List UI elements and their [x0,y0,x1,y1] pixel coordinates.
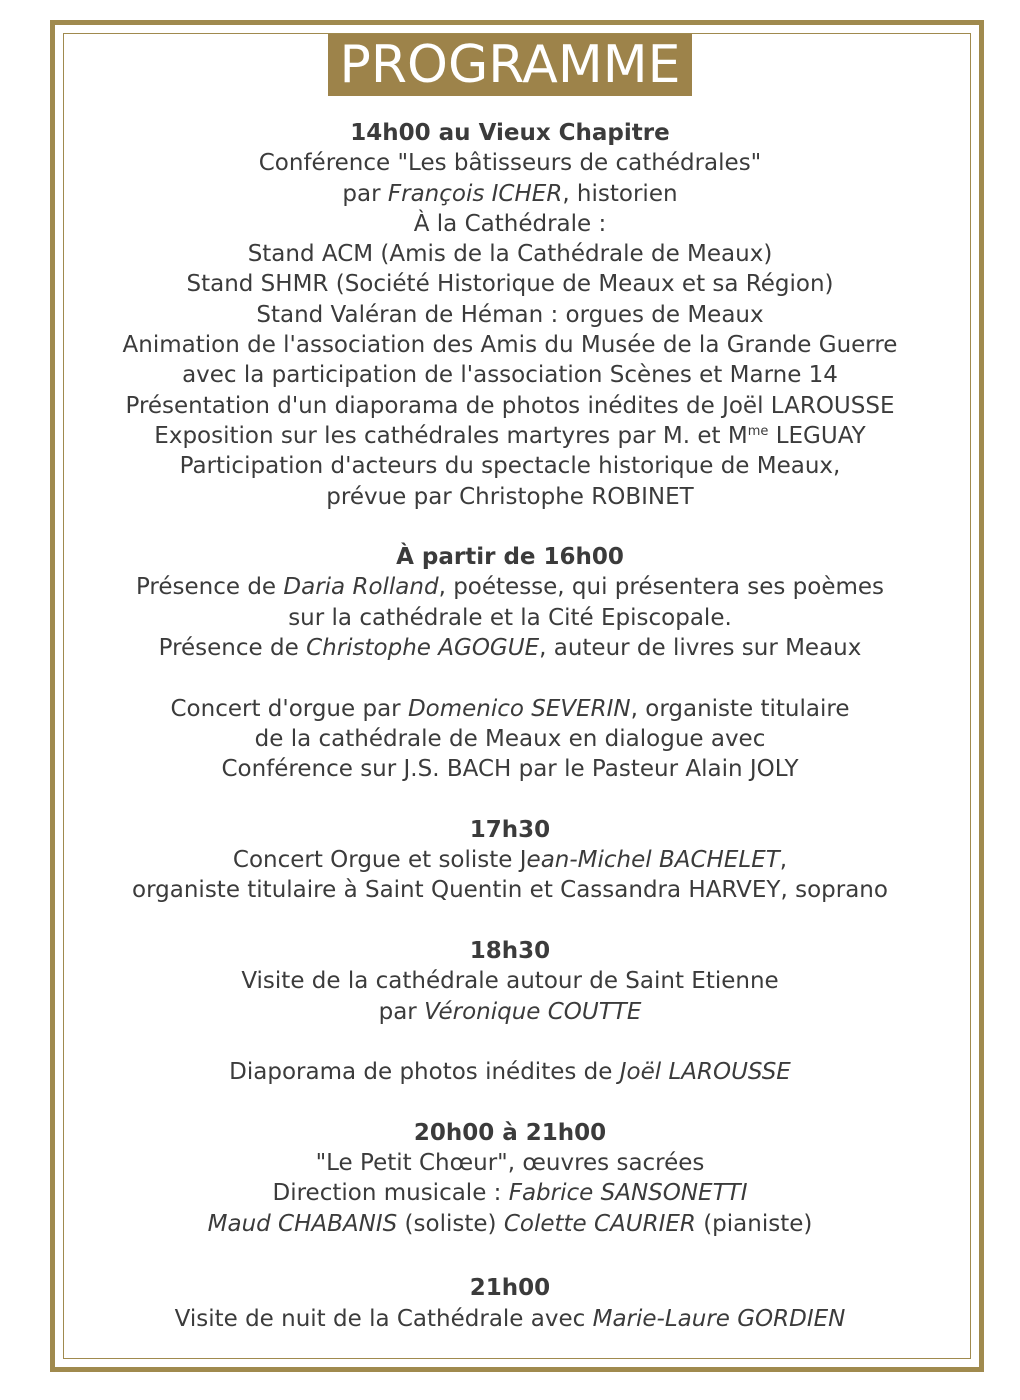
section-heading-17h30: 17h30 [469,816,551,843]
programme-line [0,845,1020,875]
page-title: PROGRAMME [328,34,693,96]
text: , [779,847,788,874]
superscript: me [747,423,769,439]
section-heading-21h00: 21h00 [469,1275,551,1302]
text: , auteur de livres sur Meaux [539,635,862,662]
spacer [0,785,1020,815]
spacer [0,1243,1020,1273]
section-heading-18h30: 18h30 [469,938,551,965]
programme-content [0,118,1020,1334]
programme-line: Participation d'acteurs du spectacle historique de Meaux, [179,453,841,480]
text: Concert Orgue et soliste J [232,847,527,874]
spacer [0,663,1020,693]
spacer [0,512,1020,542]
spacer [0,1027,1020,1057]
programme-line: Animation de l'association des Amis du Musée de la Grande Guerre [122,332,898,359]
programme-line: avec la participation de l'association Scènes et Marne 14 [182,362,838,389]
programme-line [0,179,1020,209]
speaker-name: Véronique COUTTE [424,998,642,1025]
speaker-name: Colette CAURIER [503,1210,696,1237]
text: par [378,998,425,1025]
text: Direction musicale : [272,1180,509,1207]
programme-line: organiste titulaire à Saint Quentin et Cassandra HARVEY, soprano [132,877,888,904]
text: Exposition sur les cathédrales martyres par M. et M [154,422,748,449]
text: (soliste) [397,1210,504,1237]
speaker-name: Domenico SEVERIN [407,695,631,722]
speaker-name: Fabrice SANSONETTI [508,1180,748,1207]
text: (pianiste) [695,1210,813,1237]
programme-line: Stand Valéran de Héman : orgues de Meaux [256,301,764,328]
speaker-name: Christophe AGOGUE [306,635,540,662]
text: Visite de nuit de la Cathédrale avec [174,1305,593,1332]
title-wrap [0,34,1020,96]
speaker-name: ean-Michel BACHELET [526,847,780,874]
speaker-name: François ICHER [387,180,563,207]
section-heading-16h00: À partir de 16h00 [396,544,624,571]
text: Diaporama de photos inédites de [229,1059,620,1086]
programme-line: Stand SHMR (Société Historique de Meaux et sa Région) [186,271,834,298]
programme-line: Conférence sur J.S. BACH par le Pasteur Alain JOLY [221,756,799,783]
text: Présence de [158,635,307,662]
text: par [342,180,388,207]
text: LEGUAY [768,422,866,449]
programme-line [0,572,1020,602]
programme-line [0,1057,1020,1087]
programme-line: Stand ACM (Amis de la Cathédrale de Meaux) [247,241,773,268]
text: Concert d'orgue par [170,695,408,722]
section-heading-20h00: 20h00 à 21h00 [413,1119,607,1146]
programme-line [0,421,1020,451]
programme-line [0,694,1020,724]
text: Présence de [135,574,284,601]
speaker-name: Daria Rolland [283,574,439,601]
programme-line [0,1304,1020,1334]
section-heading-14h00: 14h00 au Vieux Chapitre [350,120,670,146]
speaker-name: Marie-Laure GORDIEN [592,1305,846,1332]
programme-line [0,633,1020,663]
programme-line [0,1209,1020,1239]
spacer [0,906,1020,936]
programme-line: de la cathédrale de Meaux en dialogue avec [254,725,766,752]
programme-line: "Le Petit Chœur", œuvres sacrées [315,1150,705,1177]
programme-line: Présentation d'un diaporama de photos inédites de Joël LAROUSSE [125,392,895,419]
speaker-name: Maud CHABANIS [207,1210,398,1237]
programme-line: Conférence "Les bâtisseurs de cathédrales" [258,150,762,177]
programme-line: prévue par Christophe ROBINET [326,483,694,510]
text: , poétesse, qui présentera ses poèmes [438,574,885,601]
spacer [0,1088,1020,1118]
programme-line: sur la cathédrale et la Cité Episcopale. [288,604,732,631]
text: , historien [562,180,678,207]
programme-line: À la Cathédrale : [413,210,607,237]
programme-line [0,997,1020,1027]
speaker-name: Joël LAROUSSE [619,1059,791,1086]
text: , organiste titulaire [630,695,850,722]
programme-line: Visite de la cathédrale autour de Saint Etienne [241,968,779,995]
programme-line [0,1178,1020,1208]
